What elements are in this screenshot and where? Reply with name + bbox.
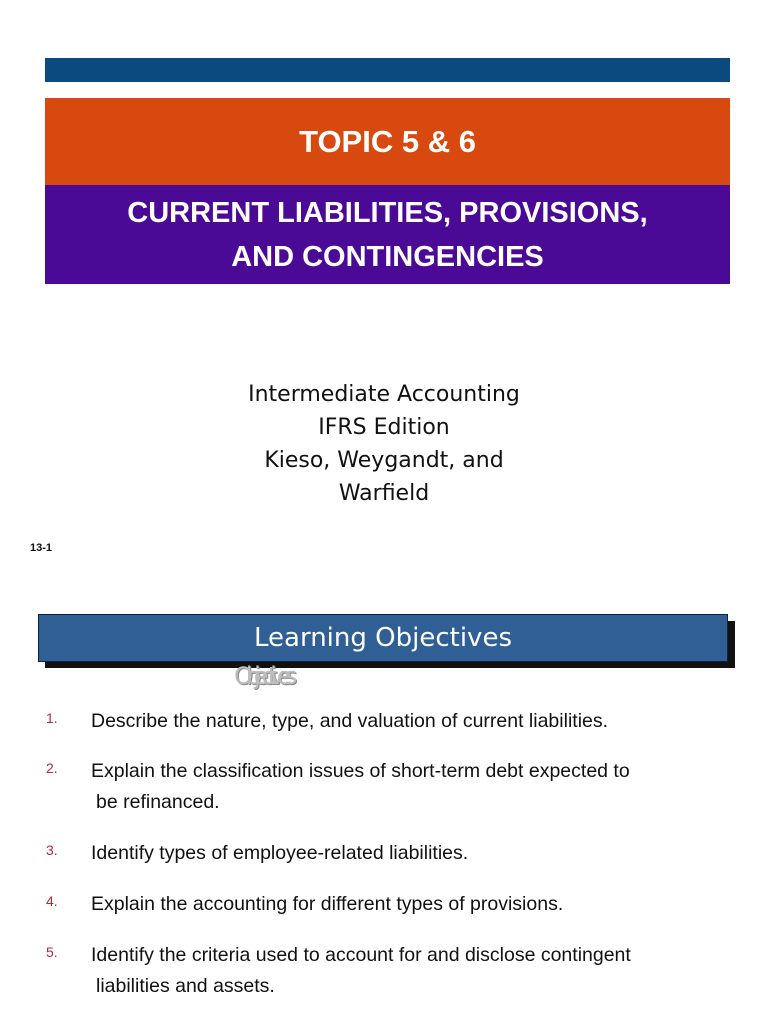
top-accent-bar — [45, 58, 730, 82]
item-number: 4. — [46, 893, 58, 909]
item-text-line-2: liabilities and assets. — [96, 975, 275, 997]
topic-label: TOPIC 5 & 6 — [299, 123, 476, 159]
title-line-2: AND CONTINGENCIES — [231, 240, 544, 273]
item-text — [91, 756, 731, 818]
item-text-line-1: Identify types of employee-related liabilities. — [91, 842, 469, 864]
objectives-header — [38, 614, 728, 662]
item-text-line-1: Identify the criteria used to account for and disclose contingent — [91, 944, 631, 966]
topic-banner — [45, 98, 730, 185]
title-banner — [45, 185, 730, 284]
book-authors-line-1: Kieso, Weygandt, and — [264, 448, 504, 473]
item-text-line-2: be refinanced. — [96, 791, 220, 813]
item-number: 2. — [46, 760, 58, 776]
item-number: 3. — [46, 842, 58, 858]
objectives-title: Learning Objectives — [254, 623, 512, 653]
item-number: 1. — [46, 710, 58, 726]
item-text — [91, 706, 731, 737]
item-text — [91, 889, 731, 920]
slide-number: 13-1 — [30, 542, 53, 554]
item-text-line-1: Explain the classification issues of short-term debt expected to — [91, 760, 630, 782]
book-edition: IFRS Edition — [318, 415, 450, 440]
item-text-line-1: Explain the accounting for different types of provisions. — [91, 893, 564, 915]
title-line-1: CURRENT LIABILITIES, PROVISIONS, — [127, 196, 648, 229]
book-info — [0, 378, 768, 510]
book-title: Intermediate Accounting — [248, 382, 520, 407]
item-text-line-1: Describe the nature, type, and valuation of current liabilities. — [91, 710, 609, 732]
item-text — [91, 940, 731, 1002]
book-authors-line-2: Warfield — [338, 481, 430, 506]
item-number: 5. — [46, 944, 58, 960]
item-text — [91, 838, 731, 869]
overlapping-objectives-text: Objectives — [234, 662, 291, 690]
